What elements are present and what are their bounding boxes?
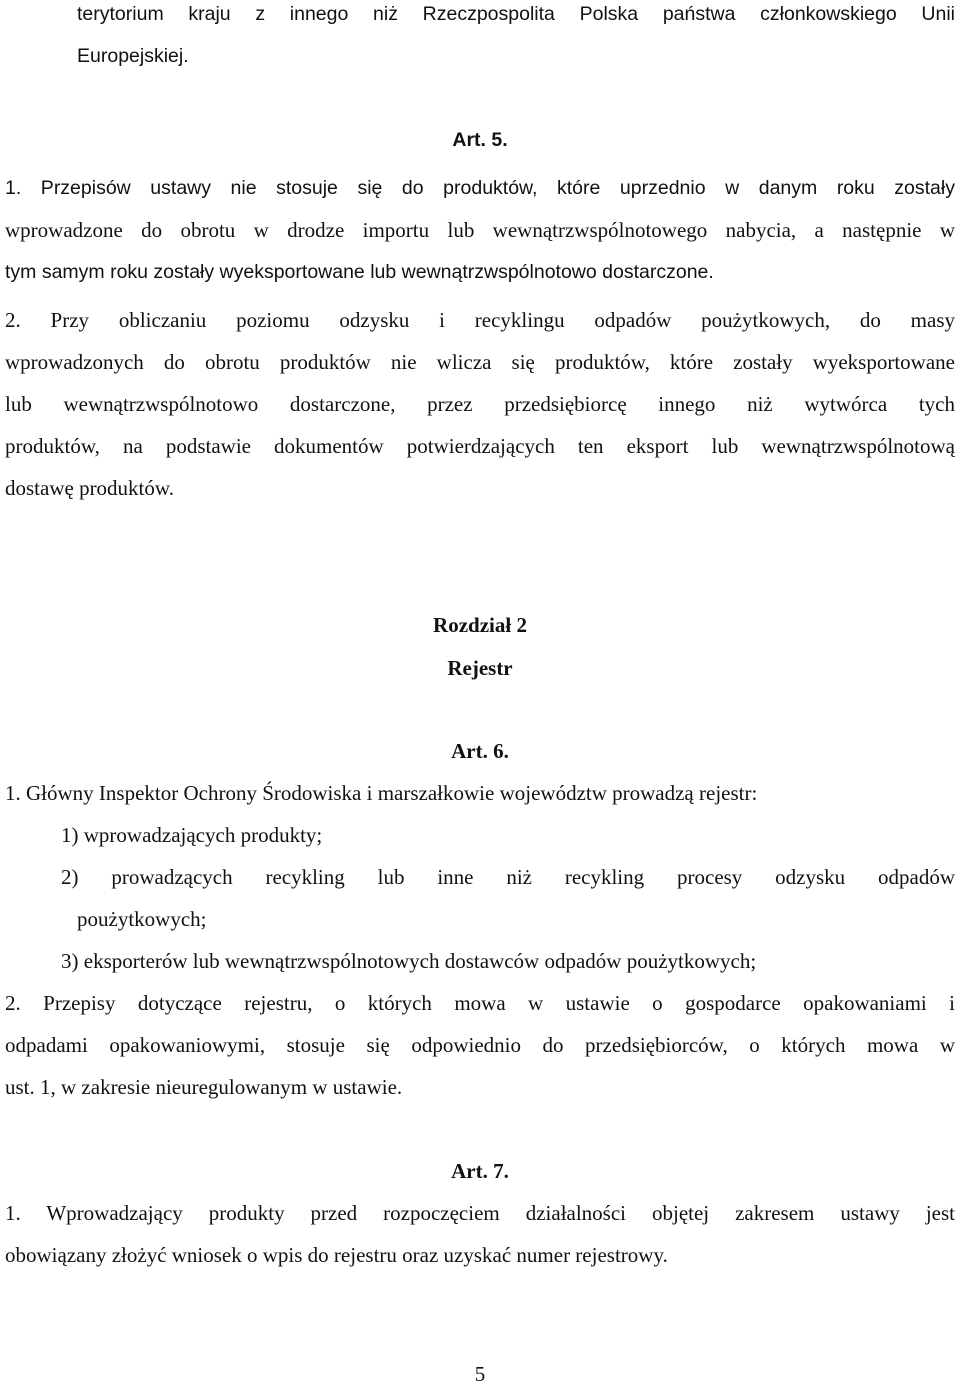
chapter-title-heading: Rejestr [447, 656, 513, 680]
art4-continuation-line-2: Europejskiej. [77, 45, 189, 67]
art5-paragraph-2-line-1: 2. Przy obliczaniu poziomu odzysku i recyklingu odpadów poużytkowych, do masy [5, 308, 955, 332]
art7-paragraph-1-line-2: obowiązany złożyć wniosek o wpis do rejestru oraz uzyskać numer rejestrowy. [5, 1243, 668, 1267]
art5-paragraph-2-line-4: produktów, na podstawie dokumentów potwierdzających ten eksport lub wewnątrzwspólnotową [5, 434, 955, 458]
art6-paragraph-1-intro: 1. Główny Inspektor Ochrony Środowiska i marszałkowie województw prowadzą rejestr: [5, 781, 758, 805]
art5-paragraph-1-line-1: 1. Przepisów ustawy nie stosuje się do produktów, które uprzednio w danym roku zostały [5, 177, 955, 199]
art5-paragraph-1-line-2: wprowadzone do obrotu w drodze importu lub wewnątrzwspólnotowego nabycia, a następnie w [5, 218, 955, 242]
art5-paragraph-2-line-3: lub wewnątrzwspólnotowo dostarczone, przez przedsiębiorcę innego niż wytwórca tych [5, 392, 955, 416]
art6-paragraph-2-line-1: 2. Przepisy dotyczące rejestru, o których mowa w ustawie o gospodarce opakowaniami i [5, 991, 955, 1015]
art6-list-item-3: 3) eksporterów lub wewnątrzwspólnotowych dostawców odpadów poużytkowych; [61, 949, 757, 973]
art5-paragraph-2-line-2: wprowadzonych do obrotu produktów nie wlicza się produktów, które zostały wyeksportowane [5, 350, 955, 374]
art5-paragraph-2-line-5: dostawę produktów. [5, 476, 174, 500]
art6-paragraph-2-line-2: odpadami opakowaniowymi, stosuje się odpowiednio do przedsiębiorców, o których mowa w [5, 1033, 955, 1057]
art7-paragraph-1-line-1: 1. Wprowadzający produkty przed rozpoczęciem działalności objętej zakresem ustawy jest [5, 1201, 955, 1225]
art6-heading: Art. 6. [451, 739, 509, 763]
art6-list-item-2-line-2: poużytkowych; [77, 907, 207, 931]
chapter-number-heading: Rozdział 2 [433, 613, 527, 637]
art5-paragraph-1-line-3: tym samym roku zostały wyeksportowane lub wewnątrzwspólnotowo dostarczone. [5, 261, 714, 283]
art7-heading: Art. 7. [451, 1159, 509, 1183]
art6-list-item-1: 1) wprowadzających produkty; [61, 823, 323, 847]
page-number: 5 [474, 1362, 486, 1386]
art6-list-item-2-line-1: 2) prowadzących recykling lub inne niż recykling procesy odzysku odpadów [61, 865, 955, 889]
art5-heading: Art. 5. [452, 129, 508, 151]
art4-continuation-line-1: terytorium kraju z innego niż Rzeczpospolita Polska państwa członkowskiego Unii [77, 3, 955, 25]
art6-paragraph-2-line-3: ust. 1, w zakresie nieuregulowanym w ustawie. [5, 1075, 403, 1099]
